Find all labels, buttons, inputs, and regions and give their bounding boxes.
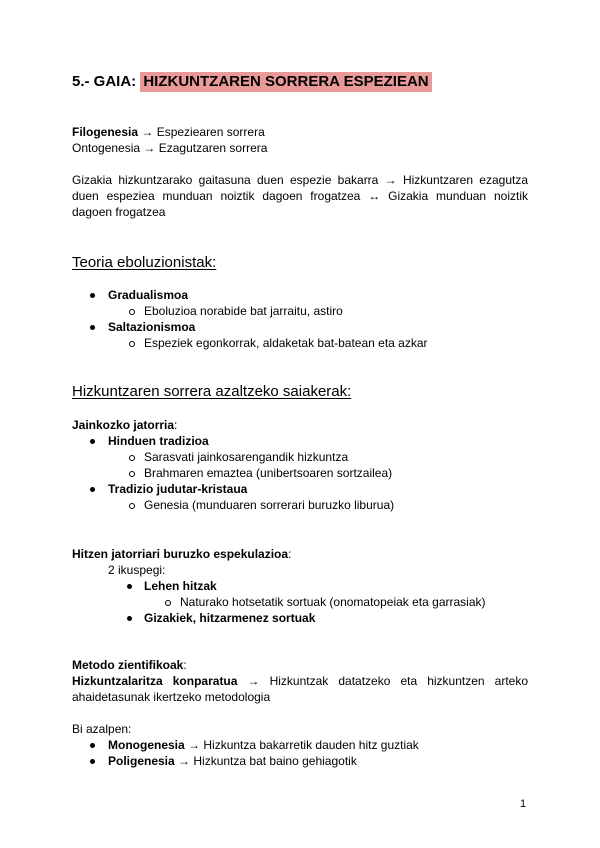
bullet-icon — [90, 759, 95, 764]
sub-item: Sarasvati jainkosarengandik hizkuntza — [144, 450, 349, 464]
hitzen-heading — [72, 546, 291, 562]
sub-bullet-icon — [165, 600, 171, 606]
bullet-icon — [127, 584, 132, 589]
section-heading-saiakerak: Hizkuntzaren sorrera azaltzeko saiakerak: — [72, 383, 352, 400]
list-item-label: Lehen hitzak — [144, 579, 217, 593]
list-item-gradualismoa — [108, 287, 188, 303]
list-item-poligenesia — [108, 753, 357, 769]
intro-paragraph: Gizakia hizkuntzarako gaitasuna duen espezie bakarra → Hizkuntzaren ezagutza duen espeziea munduan noiztik dagoen frogatzea ↔ Gizakia munduan noiztik dagoen frogatzea — [72, 173, 528, 219]
colon: : — [288, 547, 292, 561]
list-item-hinduen — [108, 433, 209, 449]
list-item-saltazionismoa — [108, 319, 195, 335]
sub-bullet-icon — [129, 503, 135, 509]
colon: : — [174, 418, 178, 432]
colon: : — [183, 658, 187, 672]
list-item-label: Gizakiek, hitzarmenez sortuak — [144, 611, 316, 625]
konparatua-term: Hizkuntzalaritza konparatua — [72, 674, 238, 688]
sub-bullet-icon — [129, 471, 135, 477]
title-prefix: 5.- GAIA: — [72, 73, 141, 90]
sub-item: Espeziek egonkorrak, aldaketak bat-batean eta azkar — [144, 336, 428, 350]
bullet-icon — [90, 487, 95, 492]
list-item-description: → Hizkuntza bat baino gehiagotik — [174, 754, 357, 768]
bi-azalpen-label: Bi azalpen: — [72, 722, 132, 736]
page-title — [72, 72, 432, 92]
bullet-icon — [90, 439, 95, 444]
bullet-icon — [127, 616, 132, 621]
filogenesia-line — [72, 124, 265, 140]
metodo-heading — [72, 657, 187, 673]
list-item-judutar — [108, 481, 247, 497]
konparatua-definition: → Hizkuntzak datatzeko eta hizkuntzen arteko ahaidetasunak ikertzeko metodologia — [72, 674, 529, 704]
jainkozko-label: Jainkozko jatorria — [72, 418, 175, 432]
bullet-icon — [90, 743, 95, 748]
sub-bullet-icon — [129, 309, 135, 315]
filogenesia-definition: → Espeziearen sorrera — [138, 125, 265, 139]
list-item-description: → Hizkuntza bakarretik dauden hitz guztiak — [184, 738, 419, 752]
sub-item: Eboluzioa norabide bat jarraitu, astiro — [144, 304, 343, 318]
sub-bullet-icon — [129, 455, 135, 461]
sub-item: Brahmaren emaztea (unibertsoaren sortzailea) — [144, 466, 393, 480]
metodo-label: Metodo zientifikoak — [72, 658, 184, 672]
list-item-label: Monogenesia — [108, 738, 185, 752]
list-item-label: Poligenesia — [108, 754, 175, 768]
page-number: 1 — [520, 798, 527, 810]
konparatua-paragraph — [72, 673, 528, 705]
sub-bullet-icon — [129, 341, 135, 347]
list-item-label: Saltazionismoa — [108, 320, 196, 334]
list-item-hitzarmenez — [144, 610, 315, 626]
filogenesia-term: Filogenesia — [72, 125, 139, 139]
section-heading-teoria: Teoria eboluzionistak: — [72, 254, 217, 271]
title-highlight: HIZKUNTZAREN SORRERA ESPEZIEAN — [140, 72, 431, 92]
ikuspegi-label: 2 ikuspegi: — [108, 563, 166, 577]
list-item-label: Hinduen tradizioa — [108, 434, 209, 448]
bullet-icon — [90, 325, 95, 330]
list-item-lehen-hitzak — [144, 578, 217, 594]
list-item-monogenesia — [108, 737, 419, 753]
hitzen-label: Hitzen jatorriari buruzko espekulazioa — [72, 547, 289, 561]
sub-item: Genesia (munduaren sorrerari buruzko liburua) — [144, 498, 395, 512]
list-item-label: Tradizio judutar-kristaua — [108, 482, 248, 496]
sub-item: Naturako hotsetatik sortuak (onomatopeiak eta garrasiak) — [180, 595, 486, 609]
jainkozko-heading — [72, 417, 177, 433]
ontogenesia-line: Ontogenesia → Ezagutzaren sorrera — [72, 141, 268, 155]
list-item-label: Gradualismoa — [108, 288, 189, 302]
bullet-icon — [90, 293, 95, 298]
